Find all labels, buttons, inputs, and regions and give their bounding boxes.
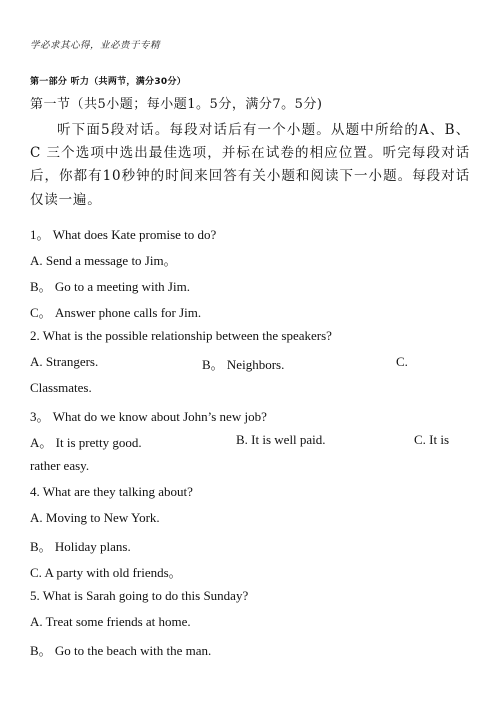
question-4-stem: 4. What are they talking about? <box>30 484 193 499</box>
question-2-option-c: C. <box>396 354 408 369</box>
question-1-option-c: C。 Answer phone calls for Jim. <box>30 305 202 320</box>
question-4-option-a: A. Moving to New York. <box>30 510 160 525</box>
question-5-option-b: B。 Go to the beach with the man. <box>30 643 212 658</box>
question-2-option-a: A. Strangers. <box>30 354 99 369</box>
question-3-option-a: A。 It is pretty good. <box>30 435 142 450</box>
question-2-option-c-wrap: Classmates. <box>30 380 92 395</box>
section-instructions: 听下面5段对话。每段对话后有一个小题。从题中所给的A、B、C 三个选项中选出最佳选项，并标在试卷的相应位置。听完每段对话后，你都有10秒钟的时间来回答有关小题和阅读下一小题。每段对话仅读一遍。 <box>30 122 470 208</box>
question-3-option-b: B. It is well paid. <box>236 432 326 447</box>
question-1-option-b: B。 Go to a meeting with Jim. <box>30 279 190 294</box>
part-title: 第一部分 听力（共两节，满分30分） <box>30 77 187 87</box>
question-2-option-b: B。 Neighbors. <box>202 357 285 372</box>
question-5-stem: 5. What is Sarah going to do this Sunday? <box>30 588 249 603</box>
question-5-option-a: A. Treat some friends at home. <box>30 614 191 629</box>
question-2-stem: 2. What is the possible relationship between the speakers? <box>30 328 332 343</box>
question-1-option-a: A. Send a message to Jim。 <box>30 253 177 268</box>
section-title: 第一节（共5小题；每小题1。5分，满分7。5分) <box>30 97 323 112</box>
question-4-option-b: B。 Holiday plans. <box>30 539 131 554</box>
question-4-option-c: C. A party with old friends。 <box>30 565 182 580</box>
question-1-stem: 1。 What does Kate promise to do? <box>30 227 217 242</box>
question-3-option-c: C. It is <box>414 432 450 447</box>
question-3-stem: 3。 What do we know about John’s new job? <box>30 409 267 424</box>
header-motto: 学必求其心得，业必贵于专精 <box>30 40 161 51</box>
question-3-option-c-wrap: rather easy. <box>30 458 90 473</box>
